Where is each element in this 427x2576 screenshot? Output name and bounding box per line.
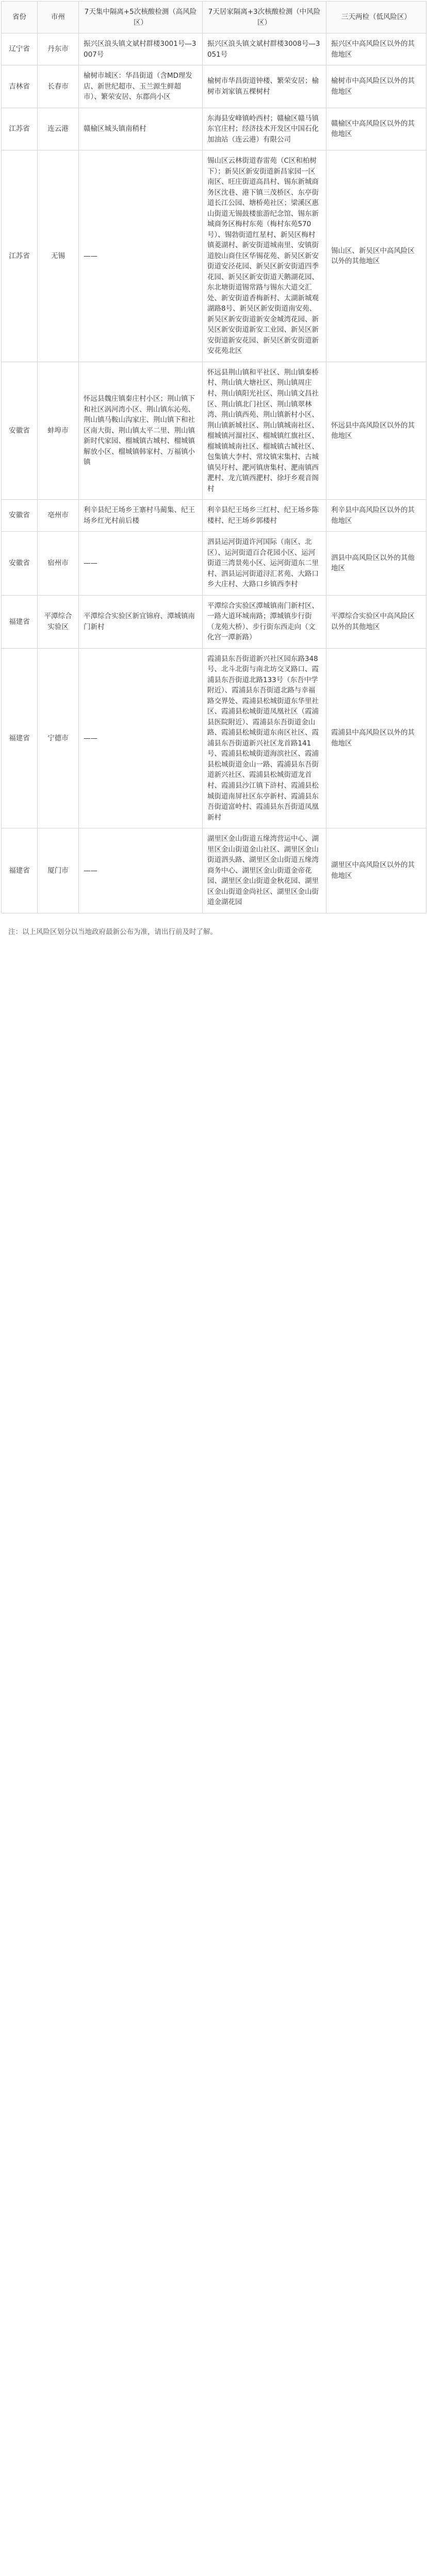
cell-low: 振兴区中高风险区以外的其他地区 <box>326 33 426 65</box>
cell-city: 亳州市 <box>38 500 79 532</box>
table-body <box>2 33 426 913</box>
table-row <box>2 362 426 499</box>
table-row <box>2 532 426 596</box>
cell-city: 平潭综合实验区 <box>38 595 79 648</box>
cell-mid: 振兴区浪头镇文斌村群楼3008号—3051号 <box>203 33 326 65</box>
header-low-risk: 三天两检（低风险区） <box>326 2 426 33</box>
cell-low: 湖里区中高风险区以外的其他地区 <box>326 828 426 913</box>
cell-low: 榆树市中高风险区以外的其他地区 <box>326 65 426 108</box>
table-row <box>2 648 426 828</box>
cell-province: 安徽省 <box>2 532 38 596</box>
table-row <box>2 828 426 913</box>
cell-province: 安徽省 <box>2 500 38 532</box>
cell-city: 宁德市 <box>38 648 79 828</box>
cell-mid: 锡山区云林街道春雷苑（C区和柏树下）；新吴区新安街道新昌家园一区南区、旺庄街道高昌村、锡东新城商务区沈巷、港下镇三茂桥区、东亭街道长江公园、塘桥苑社区；梁溪区惠山街道无锡鼓楼旅游纪念馆、锡东新城商务区梅村东苑（梅村东苑570号）、锡勃街道红星村、新吴区梅村镇菱湖村、新安街道城南里、安镇街道胶山商住区华锡花苑、新吴区新安街道安泾花园、新吴区新安街道四季花园、新吴区新安街道天鹅湖花园、东北塘街道锡常路与锡东大道交汇处、新安街道香梅新村、太湖新城观湖路8号、新吴区新安街道南安苑、新吴区新安街道新安金城湾花园、新吴区新安街道新安工业园、新吴区新安街道新安花园、新吴区新安街道新安花苑北区 <box>203 150 326 362</box>
cell-high: 怀远县魏庄镇秦庄村小区；荆山镇下和社区涡河湾小区、荆山镇东沁苑、荆山镇马鞍山沟家庄、荆山镇下和社区南大街、荆山镇太平二里、荆山镇新时代家园、榴城镇古城村、榴城镇解放小区、榴城镇韩家村、万福镇小镇 <box>79 362 203 499</box>
cell-low: 利辛县中高风险区以外的其他地区 <box>326 500 426 532</box>
cell-low: 锡山区、新吴区中高风险区以外的其他地区 <box>326 150 426 362</box>
table-header-row <box>2 2 426 33</box>
cell-high: —— <box>79 532 203 596</box>
cell-low: 平潭综合实验区中高风险区以外的其他地区 <box>326 595 426 648</box>
cell-high: 赣榆区城头镇南稍村 <box>79 108 203 150</box>
cell-city: 蚌埠市 <box>38 362 79 499</box>
cell-mid: 榆树市华昌街道钟楼、繁荣安居；榆树市刘家镇五棵树村 <box>203 65 326 108</box>
table-row <box>2 595 426 648</box>
cell-low: 霞浦县中高风险区以外的其他地区 <box>326 648 426 828</box>
cell-city: 丹东市 <box>38 33 79 65</box>
cell-low: 怀远县中高风险区以外的其他地区 <box>326 362 426 499</box>
cell-mid: 霞浦县东吾街道新兴社区园东路348号、北斗北街与南北坊交叉路口、霞浦县东吾街道北路133号（东吾中学附近）、霞浦县东吾街道北路与幸福路交界处、霞浦县松城街道东华里社区、霞浦县松城街道凤凰社区（霞浦县医院附近）、霞浦县东吾街道金山路、霞浦县松城街道东南区社区、霞浦县东吾街道新兴社区龙首路141号、霞浦县松城街道海滨社区、霞浦县松城街道金山一路、霞浦县东吾街道新兴社区、霞浦县松城街道龙首村、霞浦县沙江镇下浒村、霞浦县松城街道南屏社区东亭新村、霞浦县东吾街道富岭村、霞浦县东吾街道凤凰新村 <box>203 648 326 828</box>
header-high-risk: 7天集中隔离+5次核酸检测（高风险区） <box>79 2 203 33</box>
cell-province: 江苏省 <box>2 108 38 150</box>
table-row <box>2 150 426 362</box>
cell-mid: 利辛县纪王场乡三红村、纪王场乡陈楼村、纪王场乡郭楼村 <box>203 500 326 532</box>
header-mid-risk: 7天居家隔离+3次核酸检测（中风险区） <box>203 2 326 33</box>
cell-high: 利辛县纪王场乡王寨村马蔺集、纪王场乡红光村前后楼 <box>79 500 203 532</box>
cell-city: 宿州市 <box>38 532 79 596</box>
table-row <box>2 65 426 108</box>
cell-province: 福建省 <box>2 648 38 828</box>
footer-note: 注：以上风险区划分以当地政府最新公布为准，请出行前及时了解。 <box>8 927 217 936</box>
cell-mid: 怀远县荆山镇和平社区、荆山镇秦桥村、荆山镇大塘社区、荆山镇周庄村、荆山镇阳光社区、荆山镇文昌社区、荆山镇北门社区、荆山镇翠林湾、荆山镇西苑、荆山镇新村小区、荆山镇新城社区、荆山镇城南社区、榴城镇河溜社区、榴城镇红旗社区、榴城镇城南社区、榴城镇古城社区、包集镇大李村、常坟镇宋集村、古城镇吴圩村、淝河镇唐集村、淝南镇西淝村、龙亢镇西淝村、徐圩乡观音阁村 <box>203 362 326 499</box>
cell-mid: 湖里区金山街道五缘湾营运中心、湖里区金山街道金山社区、湖里区金山街道泗头路、湖里区金山街道五缘湾商务中心、湖里区金山街道金帝花园、湖里区金山街道金秋花园、湖里区金山街道金尚社区、湖里区金山街道金湖花园 <box>203 828 326 913</box>
cell-province: 辽宁省 <box>2 33 38 65</box>
cell-high: —— <box>79 828 203 913</box>
cell-city: 厦门市 <box>38 828 79 913</box>
cell-city: 连云港 <box>38 108 79 150</box>
cell-low: 赣榆区中高风险区以外的其他地区 <box>326 108 426 150</box>
cell-province: 福建省 <box>2 595 38 648</box>
header-city: 市州 <box>38 2 79 33</box>
cell-city: 长春市 <box>38 65 79 108</box>
cell-low: 泗县中高风险区以外的其他地区 <box>326 532 426 596</box>
table-row <box>2 500 426 532</box>
header-province: 省份 <box>2 2 38 33</box>
cell-city: 无锡 <box>38 150 79 362</box>
cell-mid: 泗县运河街道许河国际（南区、北区）、运河街道百合花园小区、运河街道三湾景苑小区、运河街道东二里村、泗县运河街道浔汇茗苑、大路口乡大庄村、大路口乡镇西李村 <box>203 532 326 596</box>
cell-high: 平潭综合实验区新宜锦府、潭城镇南门新村 <box>79 595 203 648</box>
cell-province: 江苏省 <box>2 150 38 362</box>
cell-high: 榆树市城区：华昌街道（含MD理发店、新世纪超市、玉兰源生鲜超市）、繁荣安居、东郡尚小区 <box>79 65 203 108</box>
risk-area-table <box>1 1 426 913</box>
cell-mid: 平潭综合实验区潭城镇南门新村区、一路大道环城南路；潭城镇步行街（龙苑大桥）、步行街东西走向（文化宫一潭新路） <box>203 595 326 648</box>
cell-mid: 东海县安峰镇岭西村；赣榆区赣马镇东官庄村；经济技术开发区中国石化加油站（连云港）有限公司 <box>203 108 326 150</box>
cell-high: —— <box>79 150 203 362</box>
cell-high: 振兴区浪头镇文斌村群楼3001号—3007号 <box>79 33 203 65</box>
cell-high: —— <box>79 648 203 828</box>
cell-province: 安徽省 <box>2 362 38 499</box>
cell-province: 福建省 <box>2 828 38 913</box>
table-row <box>2 33 426 65</box>
cell-province: 吉林省 <box>2 65 38 108</box>
table-row <box>2 108 426 150</box>
